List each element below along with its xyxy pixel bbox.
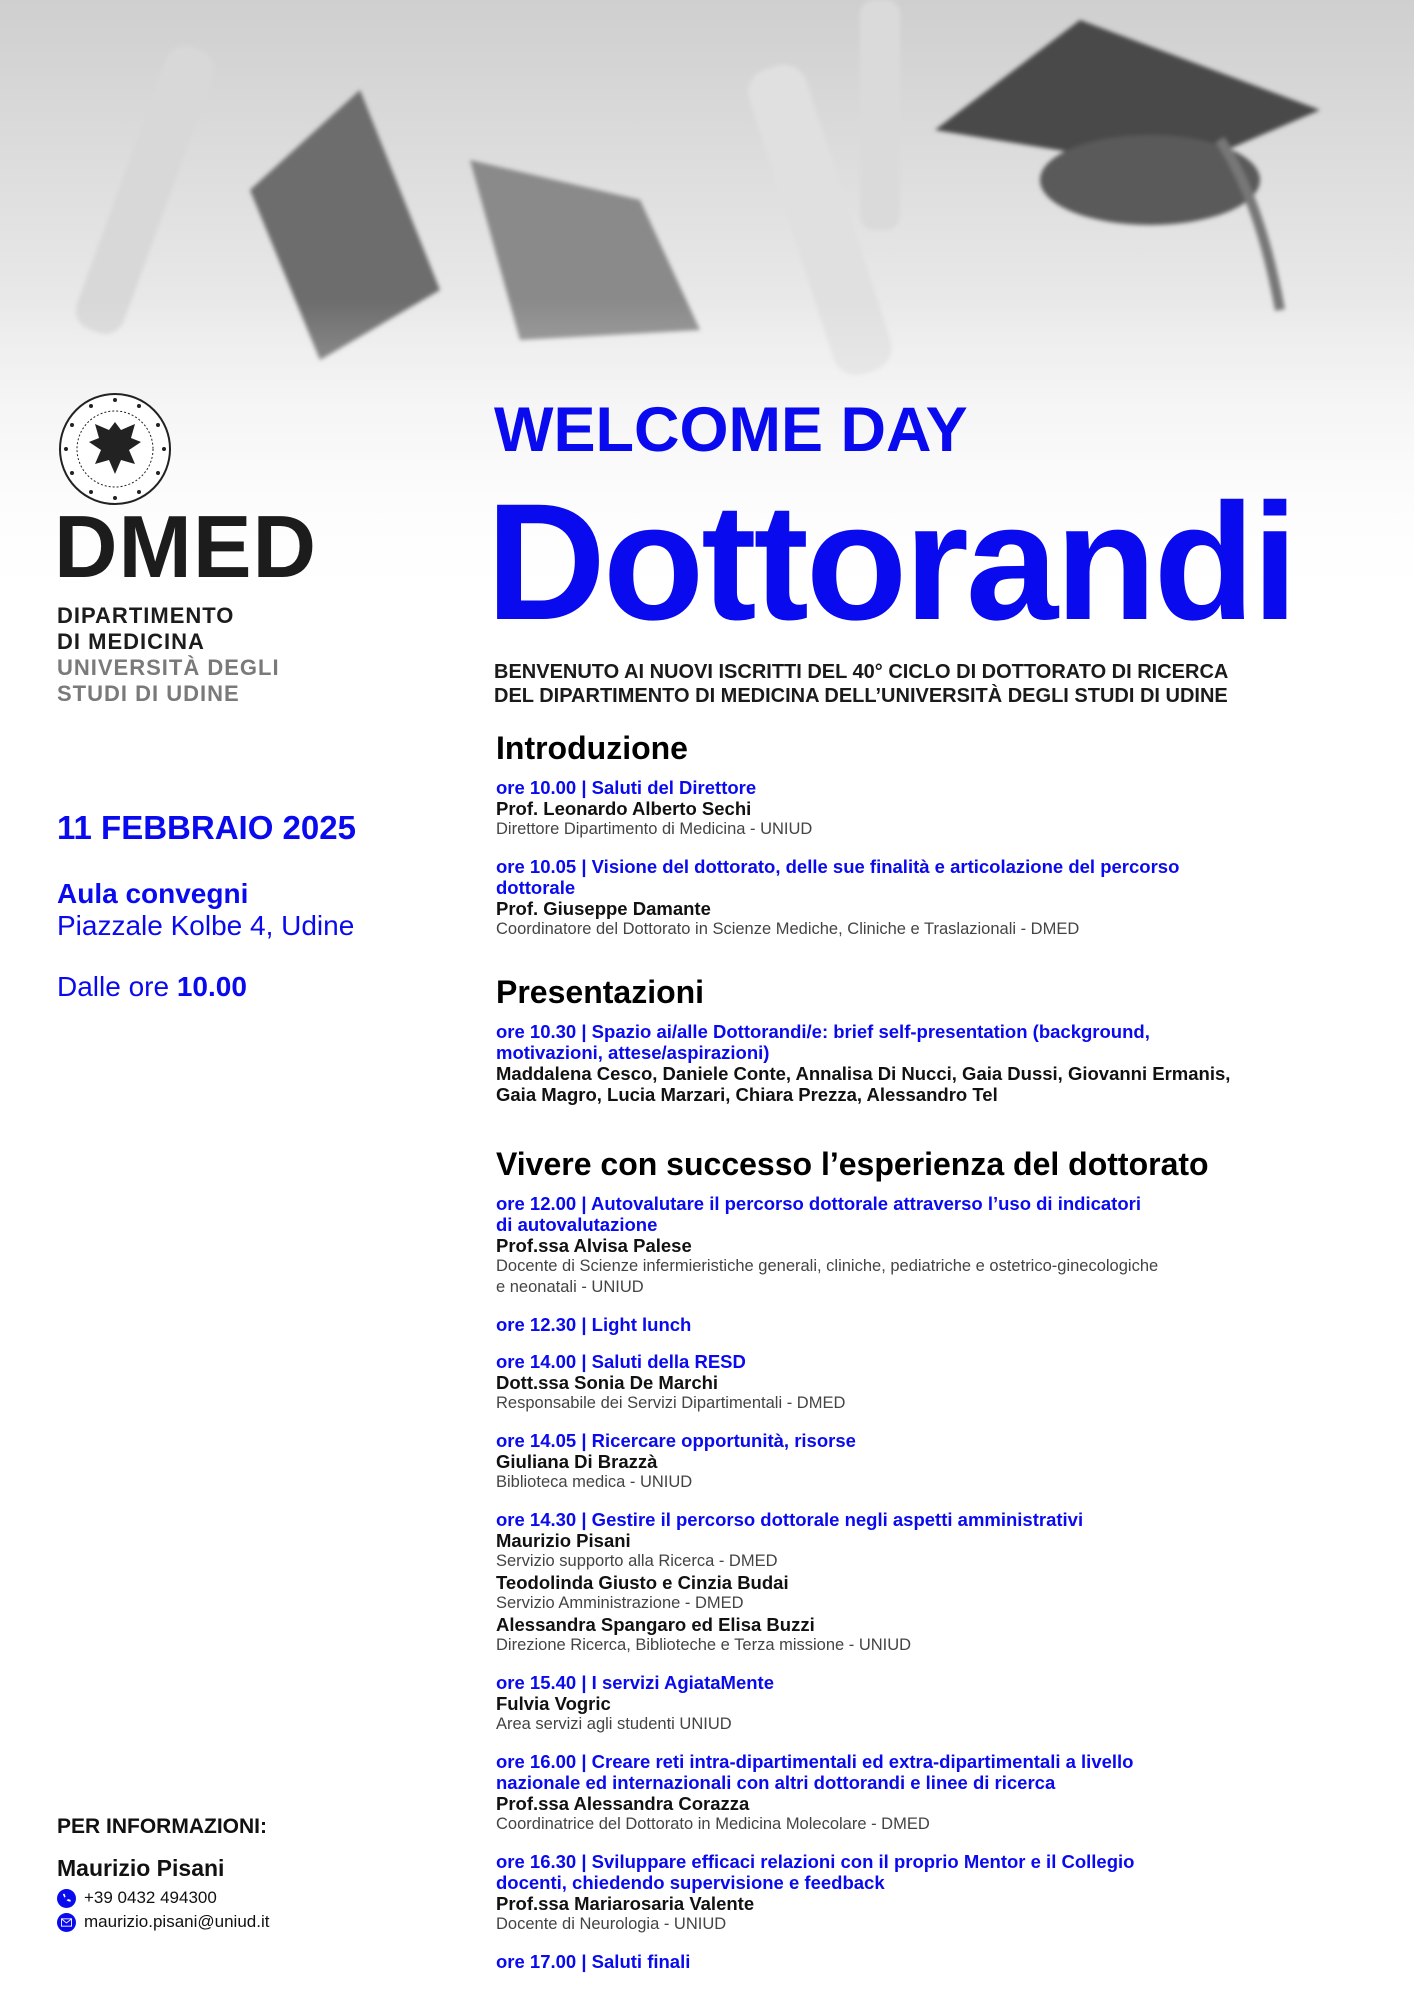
start-time: 10.00 [176, 971, 247, 1002]
agenda-item-title: ore 12.00 | Autovalutare il percorso dottorale attraverso l’uso di indicatori di autovalutazione [496, 1193, 1141, 1235]
agenda-item-title: ore 16.00 | Creare reti intra-dipartimentali ed extra-dipartimentali a livello nazionale ed internazionali con altri dottorandi e linee di ricerca [496, 1751, 1134, 1793]
agenda-item [496, 1351, 1396, 1414]
speaker-name: Maurizio Pisani [496, 1530, 631, 1551]
welcome-day-heading: WELCOME DAY [494, 395, 968, 465]
speaker-role: Coordinatore del Dottorato in Scienze Mediche, Cliniche e Traslazionali - DMED [496, 920, 1080, 938]
agenda-item [496, 1509, 1396, 1656]
speaker-role: Responsabile dei Servizi Dipartimentali - DMED [496, 1394, 846, 1412]
agenda-item [496, 856, 1396, 940]
speaker-role: Coordinatrice del Dottorato in Medicina Molecolare - DMED [496, 1815, 930, 1833]
dept-line-2: DI MEDICINA [57, 629, 205, 654]
speaker-role: Direttore Dipartimento di Medicina - UNIUD [496, 820, 813, 838]
program-section-phd-experience [496, 1146, 1396, 1988]
page-title: Dottorandi [486, 470, 1296, 655]
agenda-item-title: ore 12.30 | Light lunch [496, 1314, 692, 1335]
speaker-role: Servizio Amministrazione - DMED [496, 1594, 744, 1612]
speaker-name: Giuliana Di Brazzà [496, 1451, 658, 1472]
agenda-item [496, 777, 1396, 840]
speaker-role: Docente di Neurologia - UNIUD [496, 1915, 727, 1933]
program-section-presentations [496, 974, 1396, 1121]
dept-line-1: DIPARTIMENTO [57, 603, 235, 628]
speaker-name: Dott.ssa Sonia De Marchi [496, 1372, 719, 1393]
section-heading: Vivere con successo l’esperienza del dottorato [496, 1146, 1209, 1182]
speaker-role: Biblioteca medica - UNIUD [496, 1473, 693, 1491]
agenda-item-title: ore 10.00 | Saluti del Direttore [496, 777, 757, 798]
venue-name: Aula convegni [57, 878, 249, 909]
agenda-item-title: ore 15.40 | I servizi AgiataMente [496, 1672, 774, 1693]
agenda-item [496, 1193, 1396, 1298]
program-section-intro [496, 730, 1396, 956]
agenda-item [496, 1751, 1396, 1835]
envelope-icon [57, 1913, 76, 1932]
department-name [57, 603, 280, 707]
time-prefix: Dalle ore [57, 971, 177, 1002]
agenda-item [496, 1851, 1396, 1935]
speaker-role: Area servizi agli studenti UNIUD [496, 1715, 732, 1733]
agenda-item-title: ore 14.30 | Gestire il percorso dottorale negli aspetti amministrativi [496, 1509, 1084, 1530]
subtitle [494, 660, 1228, 708]
event-time [57, 971, 247, 1003]
phone-icon [57, 1889, 76, 1908]
speaker-name: Gaia Magro, Lucia Marzari, Chiara Prezza, Alessandro Tel [496, 1084, 998, 1105]
agenda-item-title: ore 14.00 | Saluti della RESD [496, 1351, 746, 1372]
venue-address: Piazzale Kolbe 4, Udine [57, 910, 355, 941]
dmed-acronym-logo: DMED [54, 497, 318, 596]
contact-info [57, 1815, 269, 1934]
agenda-item [496, 1951, 1396, 1972]
agenda-item [496, 1021, 1396, 1105]
contact-name: Maurizio Pisani [57, 1855, 225, 1881]
speaker-name: Prof.ssa Alessandra Corazza [496, 1793, 750, 1814]
agenda-item [496, 1314, 1396, 1335]
contact-phone[interactable]: +39 0432 494300 [84, 1888, 217, 1907]
event-venue [57, 878, 354, 942]
speaker-role: Direzione Ricerca, Biblioteche e Terza missione - UNIUD [496, 1636, 912, 1654]
event-date: 11 FEBBRAIO 2025 [57, 809, 356, 846]
speaker-name: Prof.ssa Mariarosaria Valente [496, 1893, 755, 1914]
speaker-role: Docente di Scienze infermieristiche generali, cliniche, pediatriche e ostetrico-ginecologiche e neonatali - UNIUD [496, 1257, 1159, 1296]
agenda-item-title: ore 14.05 | Ricercare opportunità, risorse [496, 1430, 856, 1451]
section-heading: Introduzione [496, 730, 688, 766]
uni-line-2: STUDI DI UDINE [57, 681, 240, 706]
agenda-item-title: ore 16.30 | Sviluppare efficaci relazioni con il proprio Mentor e il Collegio docenti, chiedendo supervisione e feedback [496, 1851, 1135, 1893]
section-heading: Presentazioni [496, 974, 705, 1010]
speaker-name: Maddalena Cesco, Daniele Conte, Annalisa Di Nucci, Gaia Dussi, Giovanni Ermanis, [496, 1063, 1231, 1084]
contact-heading: PER INFORMAZIONI: [57, 1815, 267, 1838]
uni-line-1: UNIVERSITÀ DEGLI [57, 655, 280, 680]
contact-email[interactable]: maurizio.pisani@uniud.it [84, 1912, 270, 1931]
speaker-name: Prof. Giuseppe Damante [496, 898, 711, 919]
speaker-role: Servizio supporto alla Ricerca - DMED [496, 1552, 778, 1570]
speaker-name: Fulvia Vogric [496, 1693, 611, 1714]
subtitle-line-2: DEL DIPARTIMENTO DI MEDICINA DELL’UNIVERSITÀ DEGLI STUDI DI UDINE [494, 685, 1228, 707]
speaker-name: Teodolinda Giusto e Cinzia Budai [496, 1572, 789, 1593]
agenda-item-title: ore 17.00 | Saluti finali [496, 1951, 691, 1972]
subtitle-line-1: BENVENUTO AI NUOVI ISCRITTI DEL 40° CICLO DI DOTTORATO DI RICERCA [494, 661, 1229, 683]
speaker-name: Alessandra Spangaro ed Elisa Buzzi [496, 1614, 815, 1635]
agenda-item [496, 1430, 1396, 1493]
speaker-name: Prof.ssa Alvisa Palese [496, 1235, 692, 1256]
agenda-item-title: ore 10.05 | Visione del dottorato, delle sue finalità e articolazione del percorso dottorale [496, 856, 1180, 898]
agenda-item-title: ore 10.30 | Spazio ai/alle Dottorandi/e: brief self-presentation (background, motivazioni, attese/aspirazioni) [496, 1021, 1150, 1063]
speaker-name: Prof. Leonardo Alberto Sechi [496, 798, 752, 819]
university-seal-logo [57, 392, 173, 506]
agenda-item [496, 1672, 1396, 1735]
